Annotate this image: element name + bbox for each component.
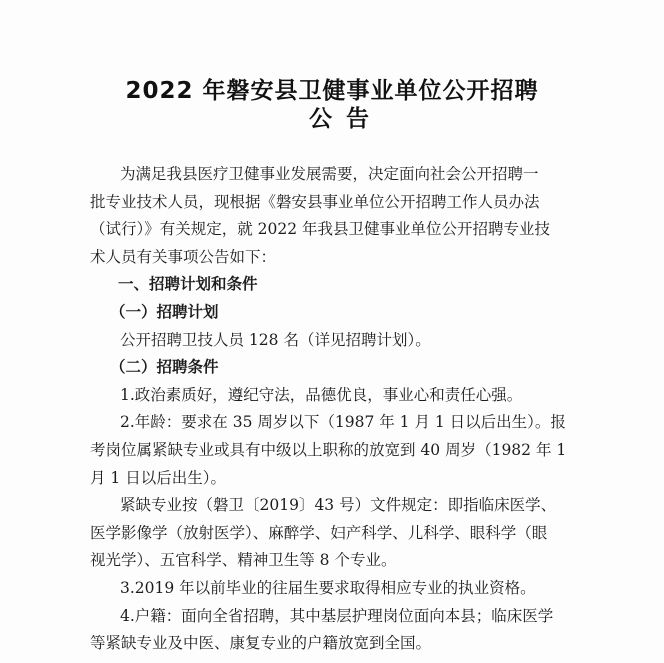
paragraph-line: 月 1 日以后出生）。 — [90, 468, 226, 487]
subsection-heading: （二）招聘条件 — [110, 358, 219, 377]
subsection-heading: （一）招聘计划 — [110, 303, 219, 321]
paragraph-line: 为满足我县医疗卫健事业发展需要，决定面向社会公开招聘一 — [120, 165, 539, 183]
paragraph-line: 考岗位属紧缺专业或具有中级以上职称的放宽到 40 周岁（1982 年 1 — [90, 441, 567, 459]
document-title: 2022 年磐安县卫健事业单位公开招聘 — [125, 78, 539, 104]
paragraph-line: 批专业技术人员，现根据《磐安县事业单位公开招聘工作人员办法 — [90, 192, 540, 211]
section-heading: 一、招聘计划和条件 — [118, 275, 258, 294]
list-item: 2.年龄：要求在 35 周岁以下（1987 年 1 月 1 日以后出生）。报 — [120, 413, 566, 432]
paragraph-line: 公开招聘卫技人员 128 名（详见招聘计划）。 — [120, 330, 431, 349]
document-subtitle: 公告 — [309, 106, 383, 132]
paragraph-line: （试行）》有关规定，就 2022 年我县卫健事业单位公开招聘专业技 — [90, 220, 551, 239]
list-item: 4.户籍：面向全省招聘，其中基层护理岗位面向本县；临床医学 — [120, 606, 554, 625]
paragraph-line: 紧缺专业按（磐卫〔2019〕43 号）文件规定：即指临床医学、 — [120, 496, 557, 515]
paragraph-line: 术人员有关事项公告如下： — [90, 247, 277, 266]
paragraph-line: 等紧缺专业及中医、康复专业的户籍放宽到全国。 — [90, 634, 432, 653]
paragraph-line: 视光学）、五官科学、精神卫生等 8 个专业。 — [90, 551, 397, 570]
list-item: 3.2019 年以前毕业的往届生要求取得相应专业的执业资格。 — [120, 579, 536, 597]
paragraph-line: 医学影像学（放射医学）、麻醉学、妇产科学、儿科学、眼科学（眼 — [90, 523, 548, 542]
list-item: 1.政治素质好，遵纪守法，品德优良，事业心和责任心强。 — [120, 385, 523, 404]
